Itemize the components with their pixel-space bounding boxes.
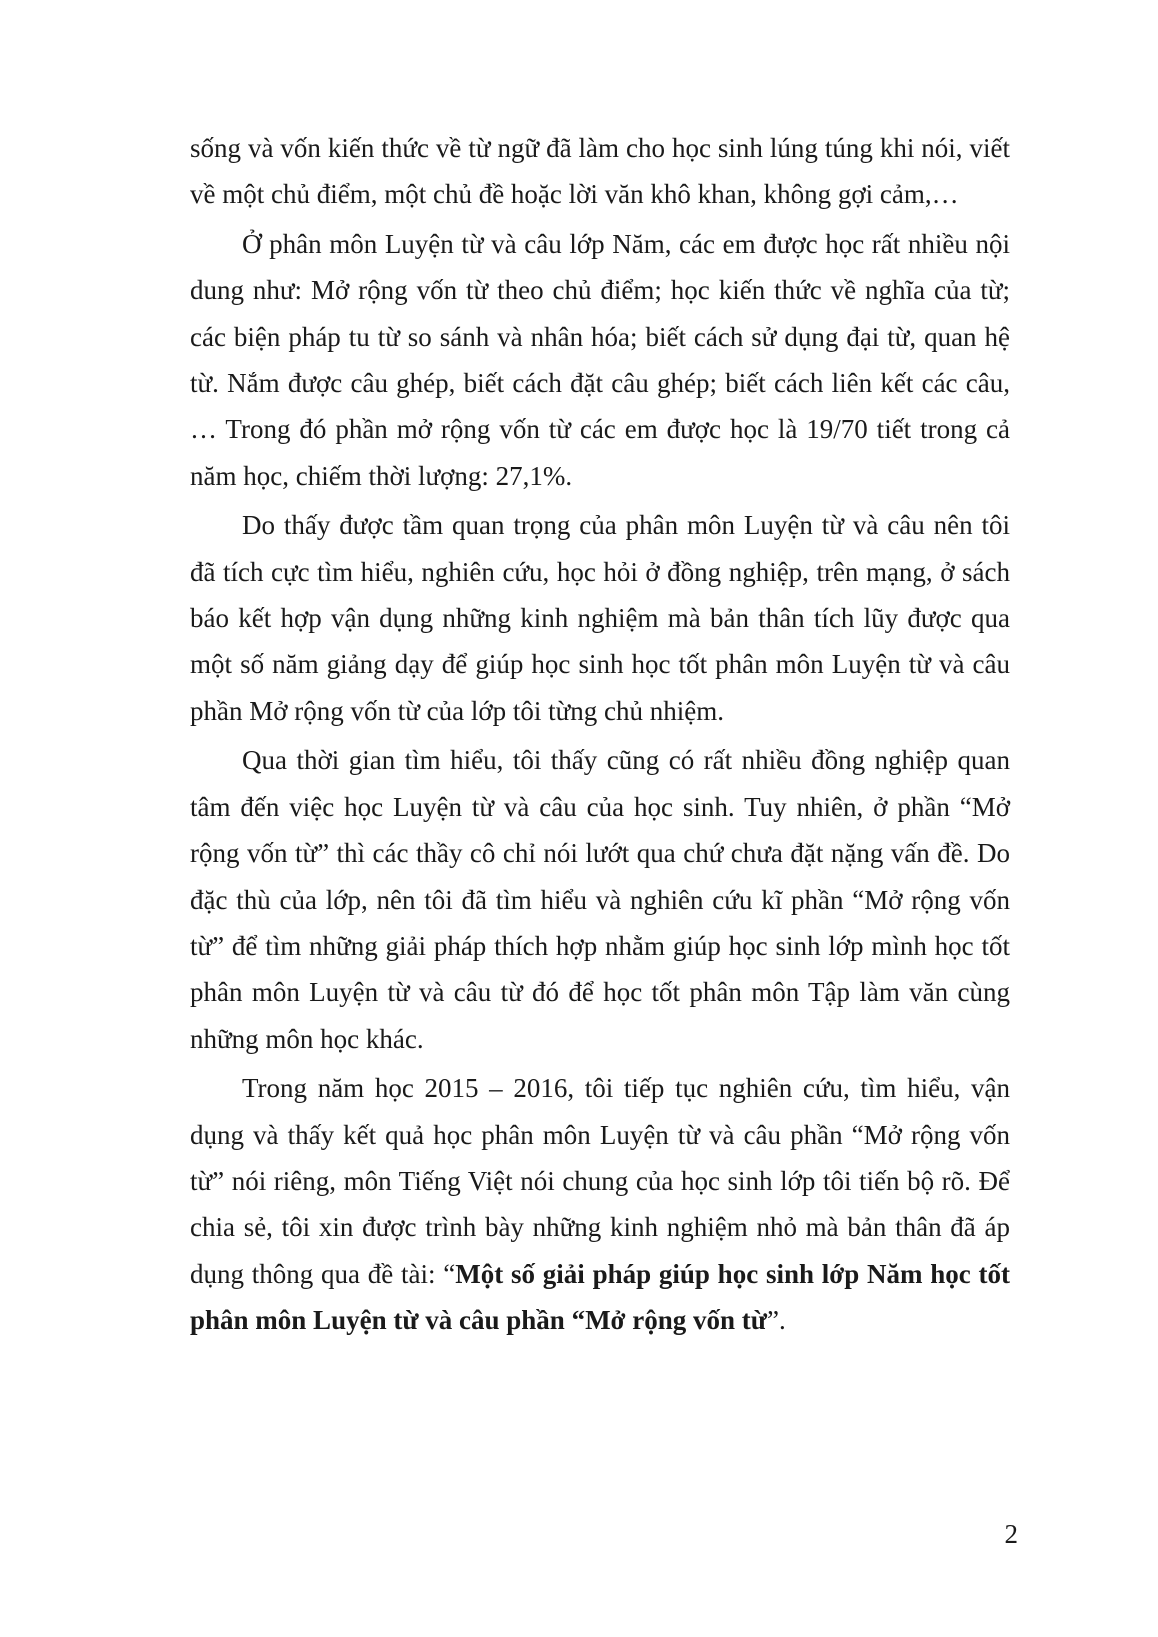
paragraph-5-closing: ”. — [766, 1305, 786, 1336]
paragraph-2 — [190, 221, 1010, 499]
page-number: 2 — [1004, 1519, 1018, 1549]
topic-title: Một số giải pháp giúp học sinh lớp Năm học tốt phân môn Luyện từ và câu phần “Mở rộng vốn từ — [190, 1258, 1010, 1336]
paragraph-5-text: Trong năm học 2015 – 2016, tôi tiếp tục nghiên cứu, tìm hiểu, vận dụng và thấy kết quả học phân môn Luyện từ và câu phần “Mở rộng vốn từ” nói riêng, môn Tiếng Việt nói chung của học sinh lớp tôi tiến bộ rõ. Để chia sẻ, tôi xin được trình bày những kinh nghiệm nhỏ mà bản thân đã áp dụng thông qua đề tài: “ — [190, 1073, 1010, 1289]
paragraph-4 — [190, 737, 1010, 1062]
paragraph-4-text: Qua thời gian tìm hiểu, tôi thấy cũng có rất nhiều đồng nghiệp quan tâm đến việc học Luyện từ và câu của học sinh. Tuy nhiên, ở phần “Mở rộng vốn từ” thì các thầy cô chỉ nói lướt qua chứ chưa đặt nặng vấn đề. Do đặc thù của lớp, nên tôi đã tìm hiểu và nghiên cứu kĩ phần “Mở rộng vốn từ” để tìm những giải pháp thích hợp nhằm giúp học sinh lớp mình học tốt phân môn Luyện từ và câu từ đó để học tốt phân môn Tập làm văn cùng những môn học khác. — [190, 745, 1010, 1054]
paragraph-1-text: sống và vốn kiến thức về từ ngữ đã làm cho học sinh lúng túng khi nói, viết về một chủ điểm, một chủ đề hoặc lời văn khô khan, không gợi cảm,… — [190, 133, 1010, 210]
paragraph-5 — [190, 1065, 1010, 1343]
paragraph-2-text: Ở phân môn Luyện từ và câu lớp Năm, các em được học rất nhiều nội dung như: Mở rộng vốn từ theo chủ điểm; học kiến thức về nghĩa của từ; các biện pháp tu từ so sánh và nhân hóa; biết cách sử dụng đại từ, quan hệ từ. Nắm được câu ghép, biết cách đặt câu ghép; biết cách liên kết các câu, … Trong đó phần mở rộng vốn từ các em được học là 19/70 tiết trong cả năm học, chiếm thời lượng: 27,1%. — [190, 228, 1010, 491]
paragraph-3-text: Do thấy được tầm quan trọng của phân môn Luyện từ và câu nên tôi đã tích cực tìm hiểu, nghiên cứu, học hỏi ở đồng nghiệp, trên mạng, ở sách báo kết hợp vận dụng những kinh nghiệm mà bản thân tích lũy được qua một số năm giảng dạy để giúp học sinh học tốt phân môn Luyện từ và câu phần Mở rộng vốn từ của lớp tôi từng chủ nhiệm. — [190, 510, 1010, 726]
paragraph-3 — [190, 502, 1010, 734]
paragraph-1 — [190, 125, 1010, 218]
body-text — [190, 125, 1010, 1344]
